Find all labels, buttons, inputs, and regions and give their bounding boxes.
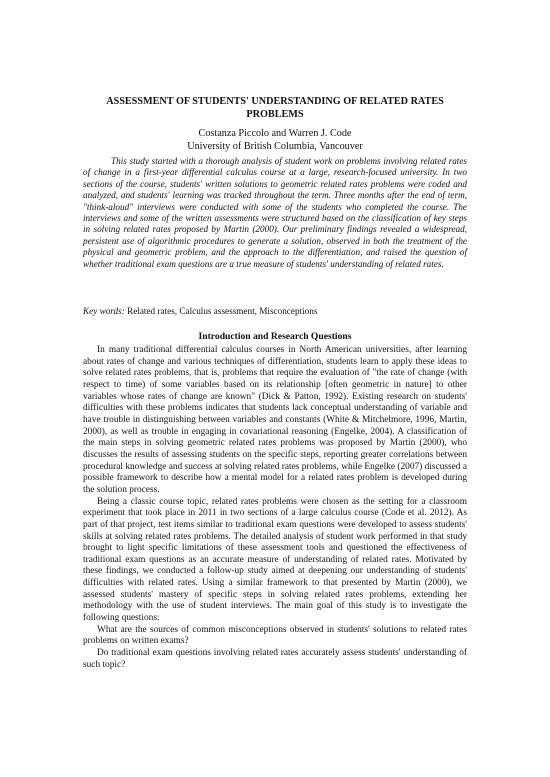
author-block: [83, 128, 467, 153]
keywords-list: Related rates, Calculus assessment, Misconceptions: [127, 306, 318, 316]
keywords: [83, 306, 467, 317]
authors: Costanza Piccolo and Warren J. Code: [198, 128, 352, 139]
abstract: This study started with a thorough analysis of student work on problems involving related rates of change in a first-year differential calculus course at a large, research-focused university. In two sections of the course, students' written solutions to geometric related rates problems were coded and analyzed, and students' learning was tracked throughout the term. Three months after the end of term, "think-aloud" interviews were conducted with some of the students who completed the course. The interviews and some of the written assessments were structured based on the classification of key steps in solving related rates proposed by Martin (2000). Our preliminary findings revealed a widespread, persistent use of algorithmic procedures to generate a solution, observed in both the treatment of the physical and geometric problem, and the approach to the differentiation, and raised the question of whether traditional exam questions are a true measure of students' understanding of related rates.: [83, 156, 467, 269]
keywords-label: Key words:: [83, 306, 125, 316]
body-text: [83, 345, 467, 671]
paragraph: In many traditional differential calculus courses in North American universities, after learning about rates of change and various techniques of differentiation, students learn to apply these ideas to solve related rates problems, that is, problems that require the evaluation of "the rate of change (with respect to time) of some variables based on its relationship [often geometric in nature] to other variables whose rates of change are known" (Dick & Patton, 1992). Existing research on students' difficulties with these problems indicates that students lack conceptual understanding of variable and have trouble in distinguishing between variables and constants (White & Mitchelmore, 1996, Martin, 2000), as well as trouble in engaging in covariational reasoning (Engelke, 2004). A classification of the main steps in solving geometric related rates problems was proposed by Martin (2000), who discusses the results of assessing students on the specific steps, reporting greater correlations between procedural knowledge and success at solving related rates problems, while Engelke (2007) discussed a possible framework to describe how a mental model for a related rates problem is developed during the solution process.: [83, 345, 467, 495]
research-question: Do traditional exam questions involving related rates accurately assess students' understanding of such topic?: [83, 648, 467, 670]
research-question: What are the sources of common misconceptions observed in students' solutions to related rates problems on written exams?: [83, 624, 467, 647]
affiliation: University of British Columbia, Vancouver: [187, 140, 363, 152]
paper-title: ASSESSMENT OF STUDENTS' UNDERSTANDING OF RELATED RATES PROBLEMS: [106, 96, 444, 120]
paragraph: Being a classic course topic, related rates problems were chosen as the setting for a classroom experiment that took place in 2011 in two sections of a large calculus course (Code et al. 2012). As part of that project, test items similar to traditional exam questions were developed to assess students' skills at solving related rates problems. The detailed analysis of student work performed in that study brought to light specific limitations of these assessment tools and questioned the effectiveness of traditional exam questions as an accurate measure of understanding of related rates. Motivated by these findings, we conducted a follow-up study aimed at deepening our understanding of students' difficulties with related rates. Using a similar framework to that presented by Martin (2000), we assessed students' mastery of specific steps in solving related rates problems, extending her methodology with the use of student interviews. The main goal of this study is to investigate the following questions:: [83, 496, 467, 624]
section-heading: Introduction and Research Questions: [198, 331, 352, 342]
